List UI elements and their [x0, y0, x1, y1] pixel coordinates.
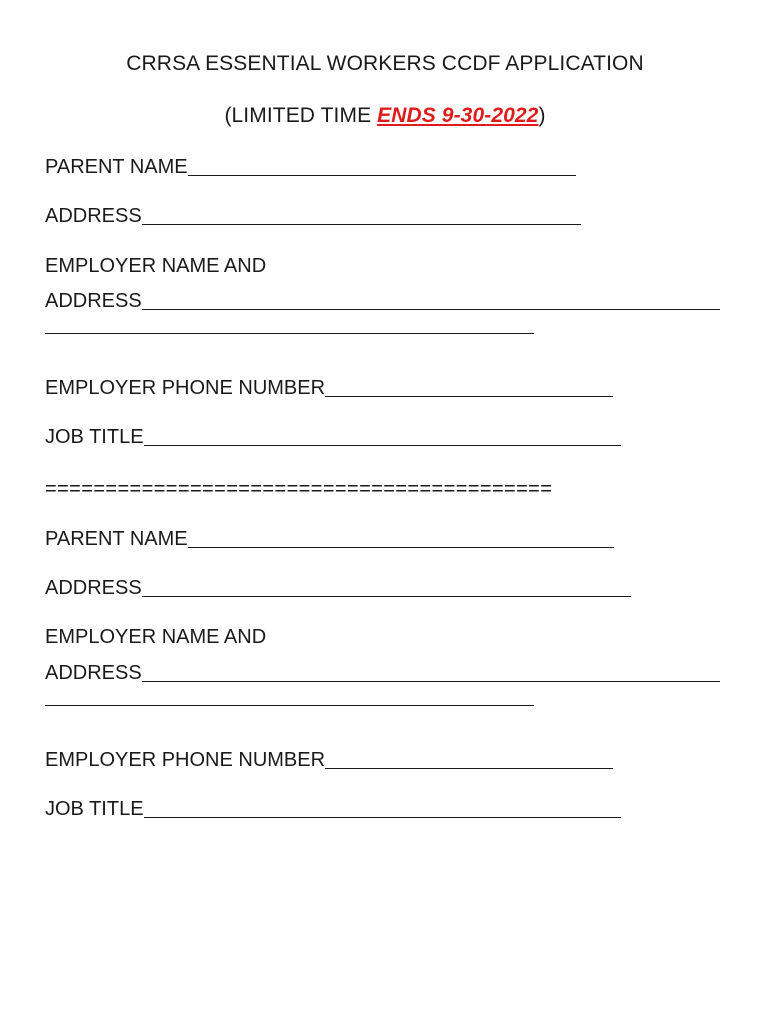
- parent-name-field[interactable]: [188, 547, 614, 548]
- address-label: ADDRESS: [45, 577, 142, 599]
- parent-name-label: PARENT NAME: [45, 156, 188, 178]
- parent-name-row-2: [45, 528, 614, 551]
- subtitle-prefix: (LIMITED TIME: [224, 104, 378, 127]
- deadline-highlight: ENDS 9-30-2022: [377, 104, 539, 127]
- employer-phone-field[interactable]: [325, 768, 613, 769]
- employer-name-label: EMPLOYER NAME AND: [45, 626, 267, 648]
- address-field[interactable]: [142, 596, 631, 597]
- parent-name-field[interactable]: [188, 175, 576, 176]
- employer-address-row-2: [45, 662, 720, 685]
- job-title-field[interactable]: [144, 445, 621, 446]
- section-separator: ==========================================: [45, 478, 553, 500]
- employer-address-continuation-row-1: [45, 333, 534, 337]
- employer-phone-row-2: [45, 749, 613, 772]
- employer-address-label: ADDRESS: [45, 662, 142, 684]
- address-row-2: [45, 577, 631, 600]
- employer-address-field[interactable]: [142, 681, 720, 682]
- employer-phone-field[interactable]: [325, 396, 613, 397]
- address-row-1: [45, 205, 581, 228]
- form-title: CRRSA ESSENTIAL WORKERS CCDF APPLICATION: [126, 52, 644, 75]
- form-subtitle: [0, 104, 770, 128]
- employer-address-continuation-row-2: [45, 705, 534, 709]
- employer-address-label: ADDRESS: [45, 290, 142, 312]
- job-title-row-1: [45, 426, 621, 449]
- address-label: ADDRESS: [45, 205, 142, 227]
- parent-name-label: PARENT NAME: [45, 528, 188, 550]
- employer-name-label: EMPLOYER NAME AND: [45, 255, 267, 277]
- employer-phone-row-1: [45, 377, 613, 400]
- employer-phone-label: EMPLOYER PHONE NUMBER: [45, 377, 326, 399]
- job-title-row-2: [45, 798, 621, 821]
- employer-address-row-1: [45, 290, 720, 313]
- subtitle-suffix: ): [538, 104, 546, 127]
- parent-name-row-1: [45, 156, 576, 179]
- employer-address-field[interactable]: [142, 309, 720, 310]
- employer-address-continuation-field[interactable]: [45, 333, 534, 334]
- job-title-label: JOB TITLE: [45, 426, 144, 448]
- employer-name-row-2: [45, 626, 266, 649]
- address-field[interactable]: [142, 224, 581, 225]
- job-title-label: JOB TITLE: [45, 798, 144, 820]
- employer-name-row-1: [45, 255, 266, 278]
- employer-address-continuation-field[interactable]: [45, 705, 534, 706]
- job-title-field[interactable]: [144, 817, 621, 818]
- employer-phone-label: EMPLOYER PHONE NUMBER: [45, 749, 326, 771]
